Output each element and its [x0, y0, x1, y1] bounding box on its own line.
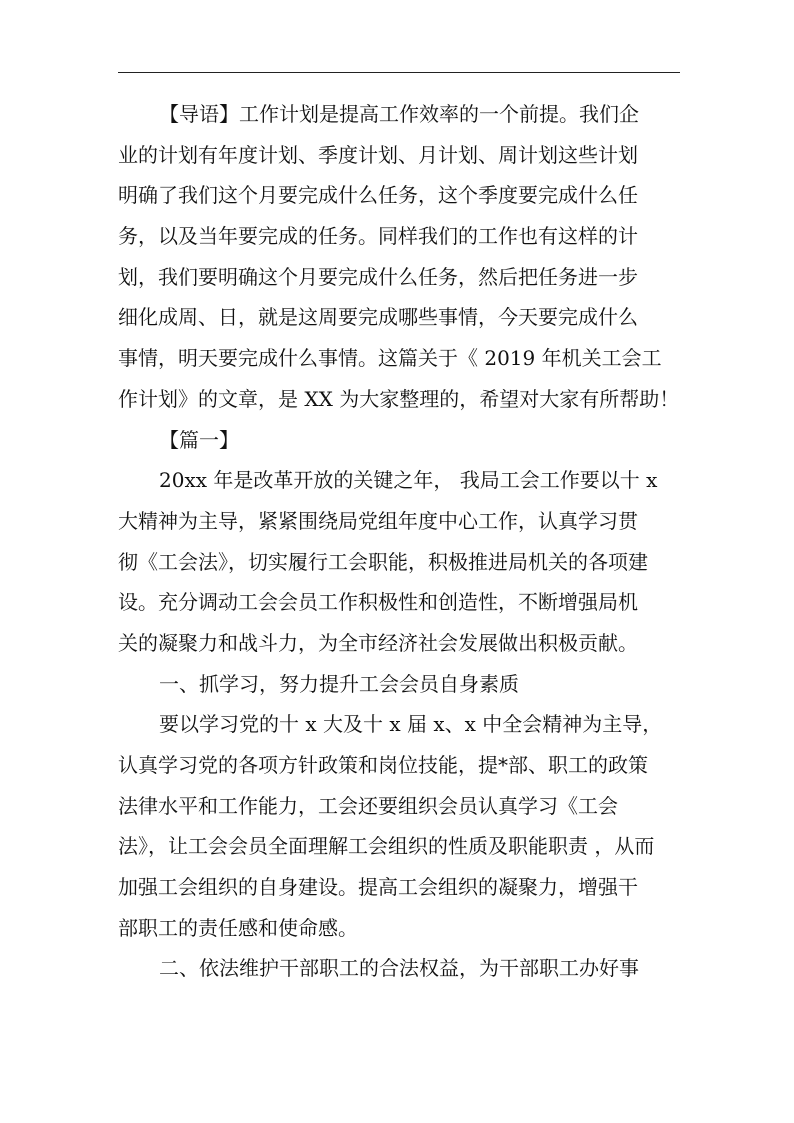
text-line: 法律水平和工作能力，工会还要组织会员认真学习《工会 [118, 793, 618, 818]
text-line: 【导语】工作计划是提高工作效率的一个前提。我们企 [159, 102, 639, 126]
text-line: 划，我们要明确这个月要完成什么任务，然后把任务进一步 [118, 264, 638, 289]
text-line: 关的凝聚力和战斗力，为全市经济社会发展做出积极贡献。 [118, 630, 638, 655]
text-line: 事情，明天要完成什么事情。这篇关于《 2019 年机关工会工 [118, 346, 662, 371]
text-line: 要以学习党的十 x 大及十 x 届 x、x 中全会精神为主导， [159, 712, 663, 737]
text-line: 法》，让工会会员全面理解工会组织的性质及职能职责 ，从而 [118, 834, 655, 859]
text-line: 设。充分调动工会会员工作积极性和创造性，不断增强局机 [118, 590, 638, 615]
text-line: 彻《工会法》，切实履行工会职能，积极推进局机关的各项建 [118, 549, 648, 574]
text-line: 作计划》的文章，是 XX 为大家整理的，希望对大家有所帮助！ [118, 386, 680, 411]
text-line: 部职工的责任感和使命感。 [118, 915, 358, 940]
text-line: 大精神为主导，紧紧围绕局党组年度中心工作，认真学习贯 [118, 508, 638, 533]
text-line: 业的计划有年度计划、季度计划、月计划、周计划这些计划 [118, 142, 638, 167]
text-line: 一、抓学习，努力提升工会会员自身素质 [159, 671, 519, 696]
text-line: 20xx 年是改革开放的关键之年， 我局工会工作要以十 x [159, 468, 658, 493]
text-line: 细化成周、日，就是这周要完成哪些事情，今天要完成什么 [118, 305, 638, 330]
text-line: 明确了我们这个月要完成什么任务，这个季度要完成什么任 [118, 183, 638, 208]
document-body [118, 94, 680, 989]
header-rule [118, 72, 680, 73]
text-line: 加强工会组织的自身建设。提高工会组织的凝聚力，增强干 [118, 875, 638, 900]
text-line: 务，以及当年要完成的任务。同样我们的工作也有这样的计 [118, 224, 638, 249]
text-line: 认真学习党的各项方针政策和岗位技能，提*部、职工的政策 [118, 753, 648, 777]
text-line: 【篇一】 [159, 427, 239, 452]
text-line: 二、依法维护干部职工的合法权益，为干部职工办好事 [159, 956, 639, 981]
